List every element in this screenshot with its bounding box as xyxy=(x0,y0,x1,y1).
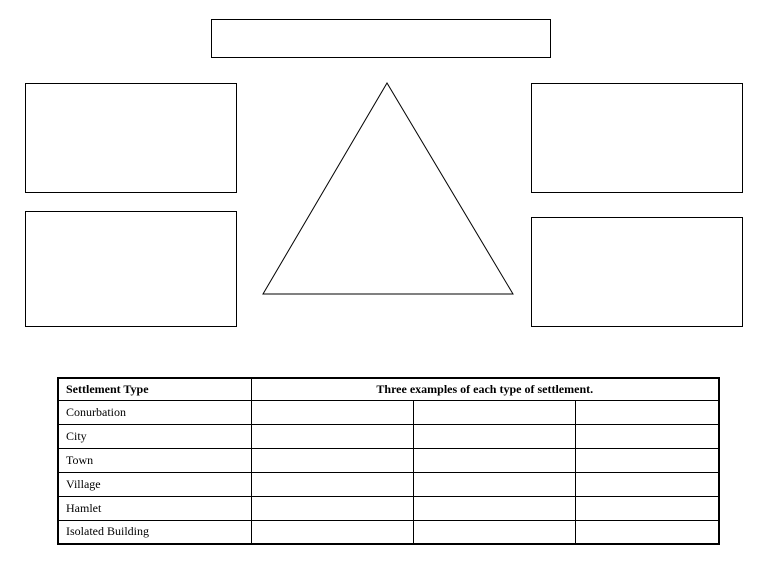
example-cell[interactable] xyxy=(251,496,413,520)
example-cell[interactable] xyxy=(251,520,413,544)
table-row xyxy=(58,496,719,520)
settlement-type-cell: Conurbation xyxy=(58,400,251,424)
example-cell[interactable] xyxy=(413,400,575,424)
example-cell[interactable] xyxy=(575,472,719,496)
example-cell[interactable] xyxy=(413,424,575,448)
example-cell[interactable] xyxy=(575,520,719,544)
settlement-type-cell: Isolated Building xyxy=(58,520,251,544)
example-cell[interactable] xyxy=(251,472,413,496)
example-cell[interactable] xyxy=(575,400,719,424)
table-row xyxy=(58,448,719,472)
top-left-blank-box[interactable] xyxy=(25,83,237,193)
example-cell[interactable] xyxy=(413,520,575,544)
bottom-left-blank-box[interactable] xyxy=(25,211,237,327)
example-cell[interactable] xyxy=(575,496,719,520)
triangle-shape xyxy=(263,83,513,294)
example-cell[interactable] xyxy=(413,472,575,496)
table-row xyxy=(58,472,719,496)
settlement-type-cell: Town xyxy=(58,448,251,472)
example-cell[interactable] xyxy=(251,400,413,424)
table-header-row xyxy=(58,378,719,400)
examples-header: Three examples of each type of settlement. xyxy=(251,378,719,400)
table-row xyxy=(58,520,719,544)
title-blank-box[interactable] xyxy=(211,19,551,58)
table-row xyxy=(58,400,719,424)
settlement-table xyxy=(57,377,720,545)
example-cell[interactable] xyxy=(413,448,575,472)
settlement-type-cell: Hamlet xyxy=(58,496,251,520)
bottom-right-blank-box[interactable] xyxy=(531,217,743,327)
example-cell[interactable] xyxy=(413,496,575,520)
settlement-type-header: Settlement Type xyxy=(58,378,251,400)
example-cell[interactable] xyxy=(251,424,413,448)
example-cell[interactable] xyxy=(251,448,413,472)
top-right-blank-box[interactable] xyxy=(531,83,743,193)
example-cell[interactable] xyxy=(575,424,719,448)
example-cell[interactable] xyxy=(575,448,719,472)
settlement-type-cell: Village xyxy=(58,472,251,496)
table-row xyxy=(58,424,719,448)
settlement-type-cell: City xyxy=(58,424,251,448)
